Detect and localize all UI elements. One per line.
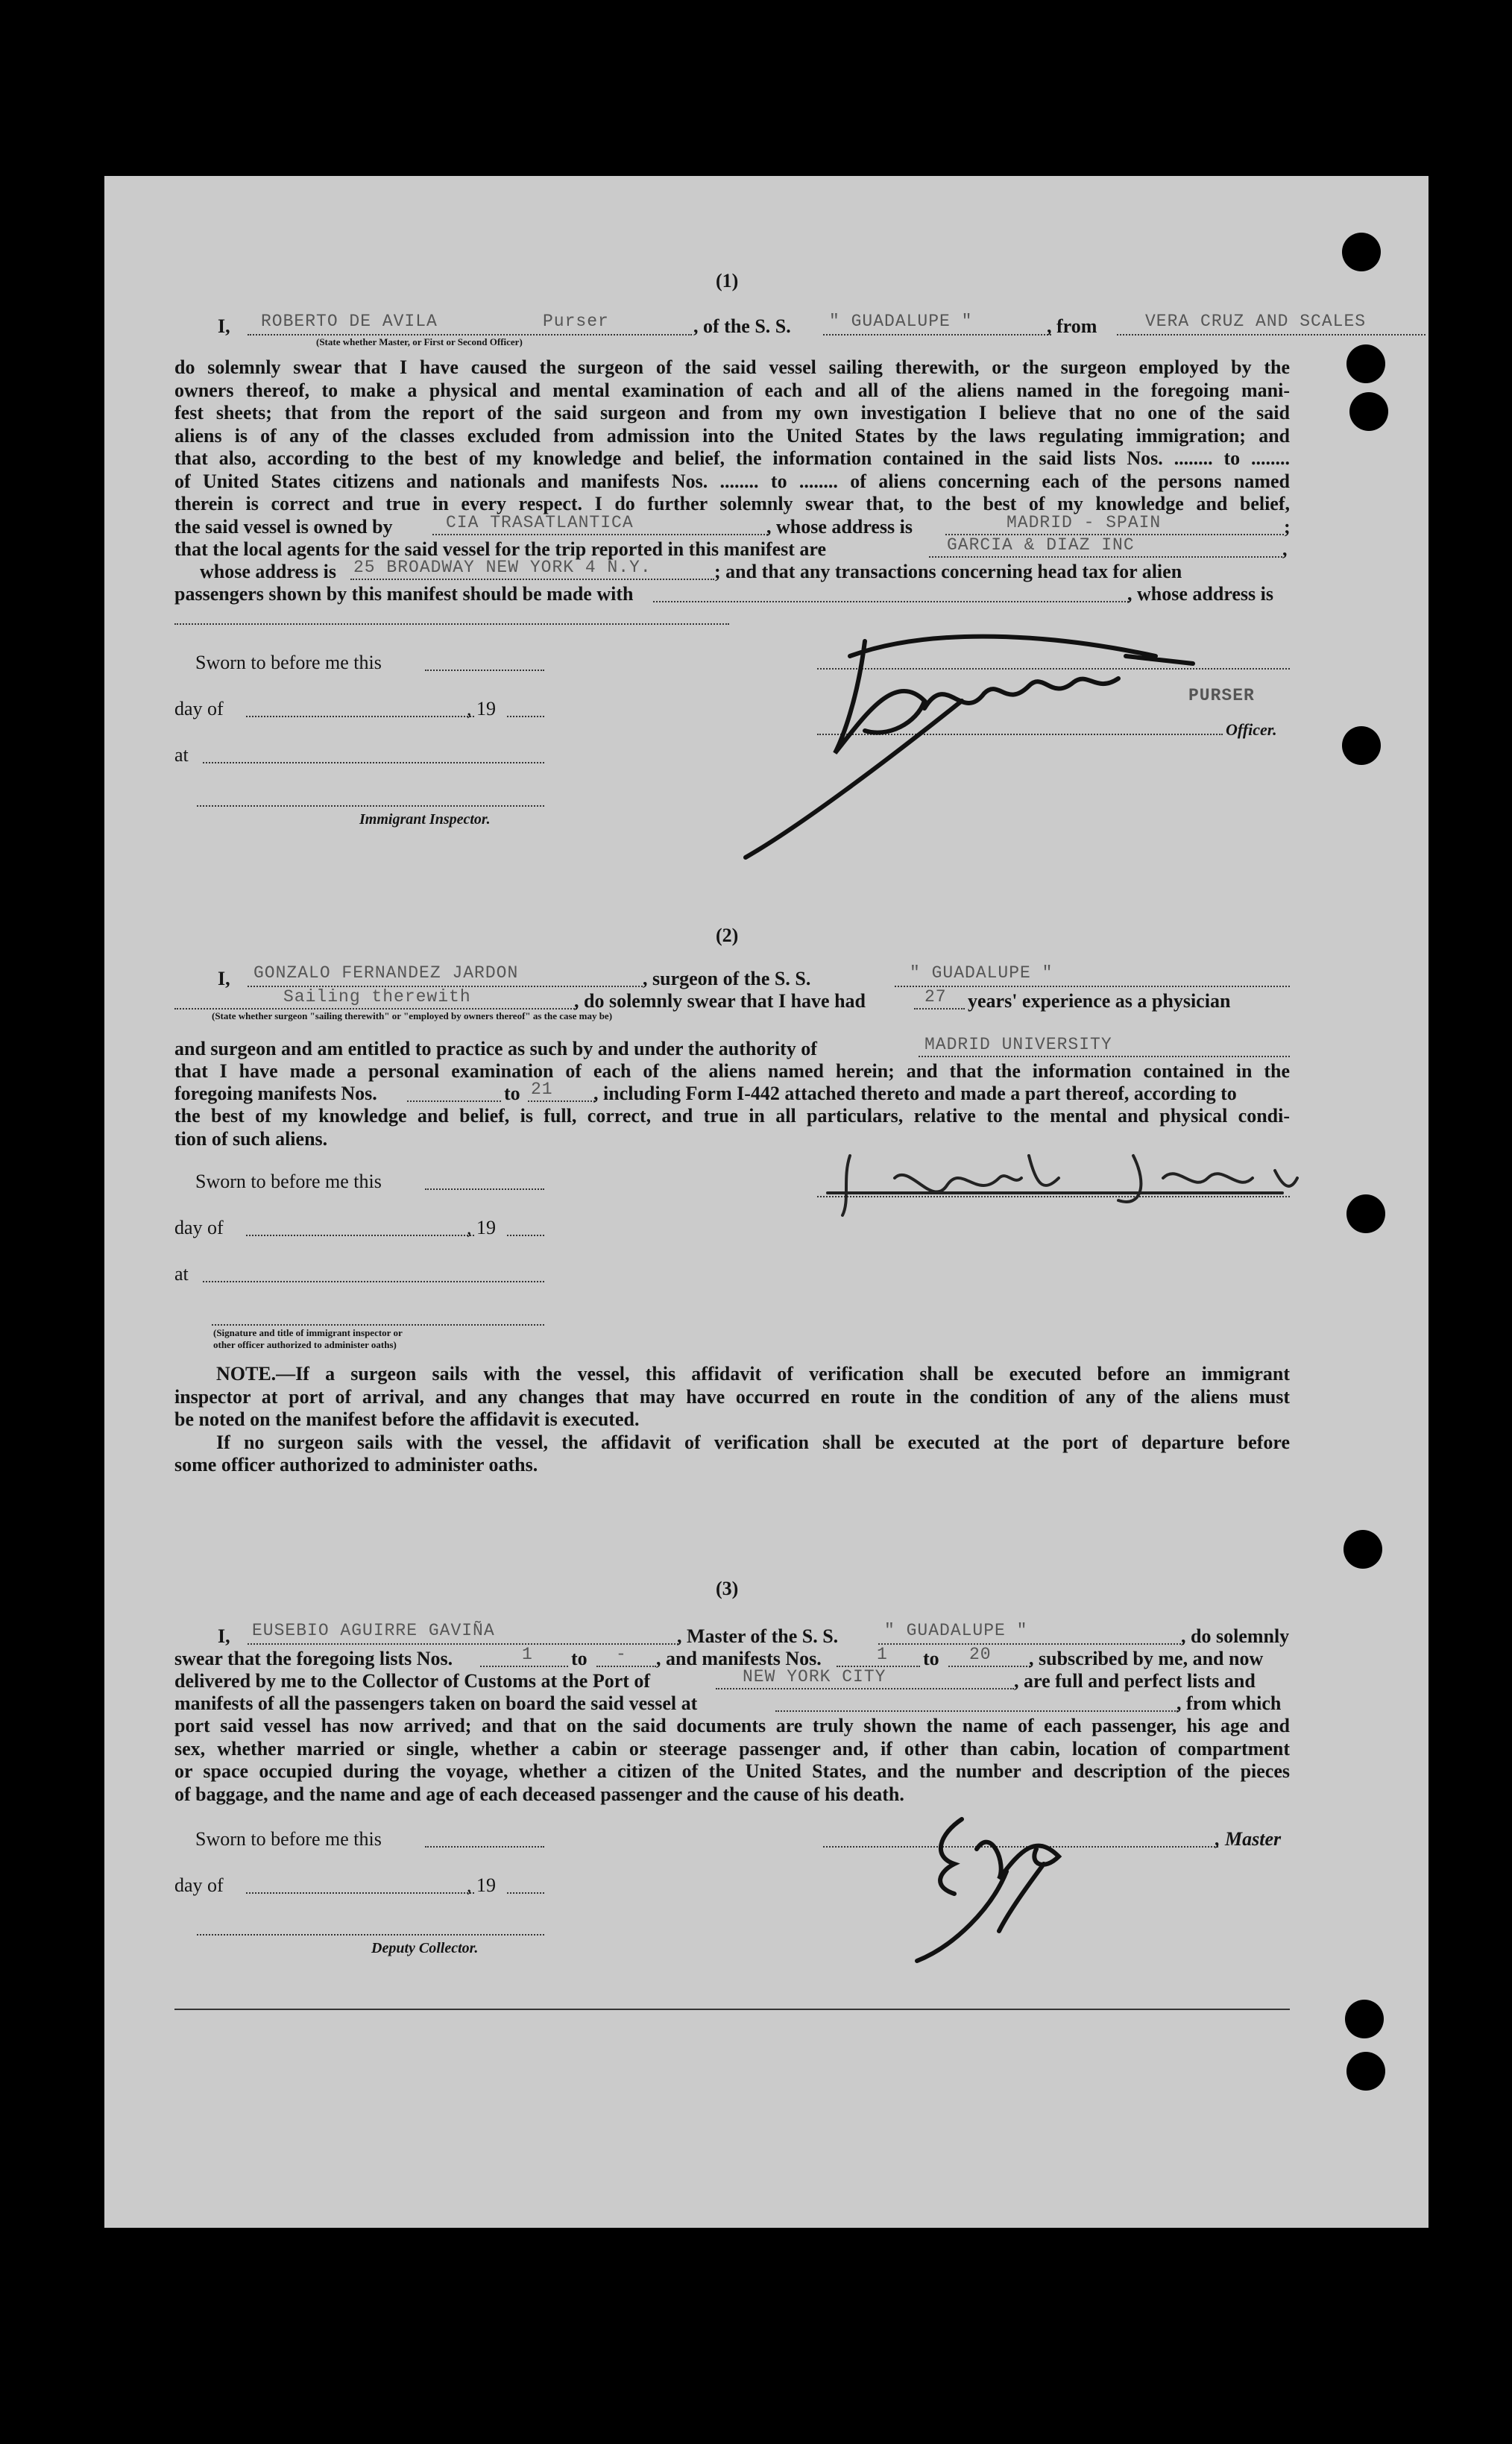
affidavit-form: (1) I, ROBERTO DE AVILA Purser (State whether Master, or First or Second Officer) , of the S. S. " GUADALUPE " , from VERA CRUZ AND SCALES do solemnly swear that I have caused the surgeon of the said vessel sailing therewith, or the surgeon employed by the owners thereof, to make a physical and mental examination of each and all of the aliens named in the foregoing mani- fest sheets; that from the report of the said surgeon and from my own investigation I believe that no one of the said aliens is of any of the classes excluded from admission into the United States by the laws regulating immigration; and that also, according to the best of my knowledge and belief, the information contained in the said lists Nos. ........ to ........ of United States citizens and nationals and manifests Nos. ........ to ........ of aliens concerning each of the persons named therein is correct and true in every respect. I do further solemnly swear that, to the best of my knowledge and belief, the said vessel is owned by CIA TRASATLANTICA , whose address is MADRID - SPAIN ; that the local agents for the said vessel for the trip reported in this manifest are GARCIA & DIAZ INC , whose address is 25 BROADWAY NEW YORK 4 N.Y. ; and that any transactions concerning head tax for alien passengers shown by this manifest should be made with , whose address is Sworn to before me this day of , 19 at Immigrant Inspector. PURSER Officer. (2) I, GONZALO FERNANDEZ JARDON , surgeon of the S. S. " GUADALUPE " Sailing therewith , do solemnly swear that I have had 27 years' experience as a physician (State whether surgeon "sailing therewith" or "employed by owners thereof" as the case may be) and surgeon and am entitled to practice as such by and under the authority of MADRID UNIVERSITY that I have made a personal examination of each of the aliens named herein; and that the information contained in the foregoing manifests Nos. to 21 , including Form I-442 attached thereto and made a part thereof, according to the best of my knowledge and belief, is full, correct, and true in all particulars, relative to the mental and physical condi- tion of such aliens. Sworn to before me this day of , 19 at (Signature and title of immigrant inspector or other officer authorized to administer oaths) NOTE.—If a surgeon sails with the vessel, this affidavit of verification shall be executed before an immigrant inspector at port of arrival, and any changes that may have occurred en route in the condition of any of the aliens must be noted on the manifest before the affidavit is executed. If no surgeon sails with the vessel, the affidavit of verification shall be executed at the port of departure before some officer authorized to administer oaths. (3) I, EUSEBIO AGUIRRE GAVIÑA , Master of the S. S. " GUADALUPE " , do solemnly swear that the foregoing lists Nos. 1 to - , and manifests Nos. 1 to 20 , subscribed by me, and now delivered by me to the Collector of Customs at the Port of NEW YORK CITY , are full and perfect lists and manifests of all the passengers taken on board the said vessel at , from which port said vessel has now arrived; and that on the said documents are truly shown the name of each passenger, his age and sex, whether married or single, whether a cabin or steerage passenger and, if other than cabin, location of compartment or space occupied during the voyage, whether a citizen of the United States, and the number and description of the pieces of baggage, and the name and age of each deceased passenger and the cause of his death. Sworn to before me this day of , 19 Deputy Collector. , Master <box>0 0 1512 2444</box>
full-text: , are full and perfect lists and <box>1014 1670 1256 1692</box>
swear-text: , do solemnly swear that I have had <box>574 990 866 1012</box>
signature-caption: other officer authorized to administer oaths) <box>213 1339 397 1350</box>
manifest-from: 1 <box>877 1645 888 1664</box>
purser-signature <box>738 611 1260 865</box>
inspector-caption: Immigrant Inspector. <box>359 811 491 828</box>
purser-stamp: PURSER <box>1188 686 1255 705</box>
manifests-label: , and manifests Nos. <box>656 1648 822 1669</box>
day-of-label: day of <box>174 698 224 719</box>
text-line: of baggage, and the name and age of each deceased passenger and the cause of his death. <box>174 1783 904 1805</box>
collector-caption: Deputy Collector. <box>371 1940 479 1956</box>
master-name: EUSEBIO AGUIRRE GAVIÑA <box>252 1621 495 1640</box>
manifest-to: 20 <box>969 1645 992 1664</box>
authority-label: and surgeon and am entitled to practice as such by and under the authority of <box>174 1038 817 1059</box>
experience-text: years' experience as a physician <box>968 990 1231 1012</box>
subscribed-text: , subscribed by me, and now <box>1029 1648 1264 1669</box>
owned-by-label: the said vessel is owned by <box>174 516 393 538</box>
text-line: port said vessel has now arrived; and that on the said documents are truly shown the name of each passenger, his age and <box>174 1715 1290 1736</box>
text-line: be noted on the manifest before the affidavit is executed. <box>174 1408 640 1430</box>
swear-lists-label: swear that the foregoing lists Nos. <box>174 1648 453 1669</box>
owner-address: MADRID - SPAIN <box>1007 513 1162 532</box>
passengers-label: passengers shown by this manifest should be made with <box>174 583 634 605</box>
text-line: inspector at port of arrival, and any changes that may have occurred en route in the condition of any of the aliens must <box>174 1385 1290 1408</box>
day-of-label: day of <box>174 1874 224 1896</box>
year-label: , 19 <box>467 1874 496 1896</box>
master-caption: , Master <box>1215 1828 1282 1850</box>
text-line: If a surgeon sails with the vessel, this affidavit of verification shall be executed before an immigrant <box>295 1363 1290 1385</box>
section3-body <box>174 1715 1290 1806</box>
officer-caption: Officer. <box>1226 720 1277 739</box>
vessel-name: " GUADALUPE " <box>884 1621 1028 1640</box>
master-signature <box>910 1804 1103 1968</box>
master-of-label: , Master of the S. S. <box>677 1625 839 1647</box>
authority: MADRID UNIVERSITY <box>924 1035 1112 1054</box>
agents-label: that the local agents for the said vessel for the trip reported in this manifest are <box>174 538 827 560</box>
from-which: , from which <box>1176 1692 1282 1714</box>
section1-body <box>174 356 1290 516</box>
text-line: do solemnly swear that I have caused the surgeon of the said vessel sailing therewith, or the surgeon employed by the <box>174 356 1290 378</box>
text-line: that I have made a personal examination of each of the aliens named herein; and that the information contained in the <box>174 1060 1290 1082</box>
to-label: to <box>923 1648 939 1669</box>
at-label: at <box>174 1263 189 1285</box>
surgeon-name: GONZALO FERNANDEZ JARDON <box>253 963 519 983</box>
surgeon-signature <box>820 1141 1312 1223</box>
section2-body <box>174 1060 1290 1083</box>
solemnly-text: , do solemnly <box>1181 1625 1290 1647</box>
including-text: , including Form I-442 attached thereto and made a part thereof, according to <box>593 1083 1237 1104</box>
section-number: (2) <box>716 925 739 946</box>
officer-name: ROBERTO DE AVILA <box>261 312 438 331</box>
head-tax-text: ; and that any transactions concerning head tax for alien <box>714 561 1182 582</box>
section-number: (3) <box>716 1578 739 1599</box>
text-line: that also, according to the best of my knowledge and belief, the information contained in the said lists Nos. ........ to ........ <box>174 447 1290 469</box>
owner: CIA TRASATLANTICA <box>446 513 634 532</box>
sworn-label: Sworn to before me this <box>195 652 382 673</box>
list-from: 1 <box>522 1645 533 1664</box>
from-label: , from <box>1047 315 1097 337</box>
whose-address-label: , whose address is <box>1127 583 1274 605</box>
list-to: - <box>616 1645 627 1664</box>
pronoun: I, <box>218 968 230 989</box>
text-line: or space occupied during the voyage, whether a citizen of the United States, and the number and description of the pieces <box>174 1760 1290 1782</box>
year-label: , 19 <box>467 698 496 719</box>
manifests-label: foregoing manifests Nos. <box>174 1083 377 1104</box>
to-label: to <box>504 1083 520 1104</box>
section-number: (1) <box>716 270 739 292</box>
text-line: sex, whether married or single, whether a cabin or steerage passenger and, if other than cabin, location of compartment <box>174 1737 1290 1760</box>
sworn-label: Sworn to before me this <box>195 1171 382 1192</box>
manifest-to: 21 <box>531 1080 553 1099</box>
text-line: owners thereof, to make a physical and mental examination of each and all of the aliens named in the foregoing mani- <box>174 379 1290 401</box>
officer-title: Purser <box>543 312 609 331</box>
from-port: VERA CRUZ AND SCALES <box>1145 312 1367 331</box>
vessel-name: " GUADALUPE " <box>829 312 973 331</box>
to-label: to <box>571 1648 588 1669</box>
text-line: fest sheets; that from the report of the said surgeon and from my own investigation I believe that no one of the said <box>174 402 1290 423</box>
text-line: the best of my knowledge and belief, is full, correct, and true in all particulars, relative to the mental and physical condi- <box>174 1105 1290 1127</box>
text-line: tion of such aliens. <box>174 1127 328 1150</box>
title-note: (State whether Master, or First or Second Officer) <box>316 336 523 347</box>
text-line: therein is correct and true in every respect. I do further solemnly swear that, to the best of my knowledge and belief, <box>174 493 1290 514</box>
sworn-label: Sworn to before me this <box>195 1828 382 1850</box>
of-the-ss: , of the S. S. <box>693 315 791 337</box>
sailing-status: Sailing therewith <box>283 987 471 1007</box>
agents: GARCIA & DIAZ INC <box>947 535 1135 555</box>
surgeon-of-label: , surgeon of the S. S. <box>643 968 811 989</box>
port: NEW YORK CITY <box>743 1667 886 1686</box>
signature-caption: (Signature and title of immigrant inspector or <box>213 1327 403 1338</box>
owner-address-label: , whose address is <box>766 516 913 538</box>
bottom-rule <box>174 2009 1290 2010</box>
text-line: If no surgeon sails with the vessel, the affidavit of verification shall be executed at the port of departure before <box>216 1431 1290 1453</box>
at-label: at <box>174 744 189 766</box>
years-experience: 27 <box>924 987 947 1007</box>
vessel-name: " GUADALUPE " <box>910 963 1053 983</box>
agents-address-label: whose address is <box>200 561 337 582</box>
note-label: NOTE.— <box>216 1363 296 1385</box>
pronoun: I, <box>218 1625 230 1647</box>
surgeon-note: (State whether surgeon "sailing therewith" or "employed by owners thereof" as the case may be) <box>212 1010 613 1021</box>
agents-address: 25 BROADWAY NEW YORK 4 N.Y. <box>353 558 652 577</box>
text-line: aliens is of any of the classes excluded from admission into the United States by the laws regulating immigration; and <box>174 424 1290 447</box>
text-line: some officer authorized to administer oaths. <box>174 1454 538 1475</box>
day-of-label: day of <box>174 1217 224 1238</box>
manifests-all-label: manifests of all the passengers taken on board the said vessel at <box>174 1692 698 1714</box>
text-line: of United States citizens and nationals and manifests Nos. ........ to ........ of aliens concerning each of the persons named <box>174 470 1290 492</box>
pronoun: I, <box>218 315 230 337</box>
note-paragraph <box>174 1363 1290 1477</box>
delivered-label: delivered by me to the Collector of Customs at the Port of <box>174 1670 651 1692</box>
year-label: , 19 <box>467 1217 496 1238</box>
